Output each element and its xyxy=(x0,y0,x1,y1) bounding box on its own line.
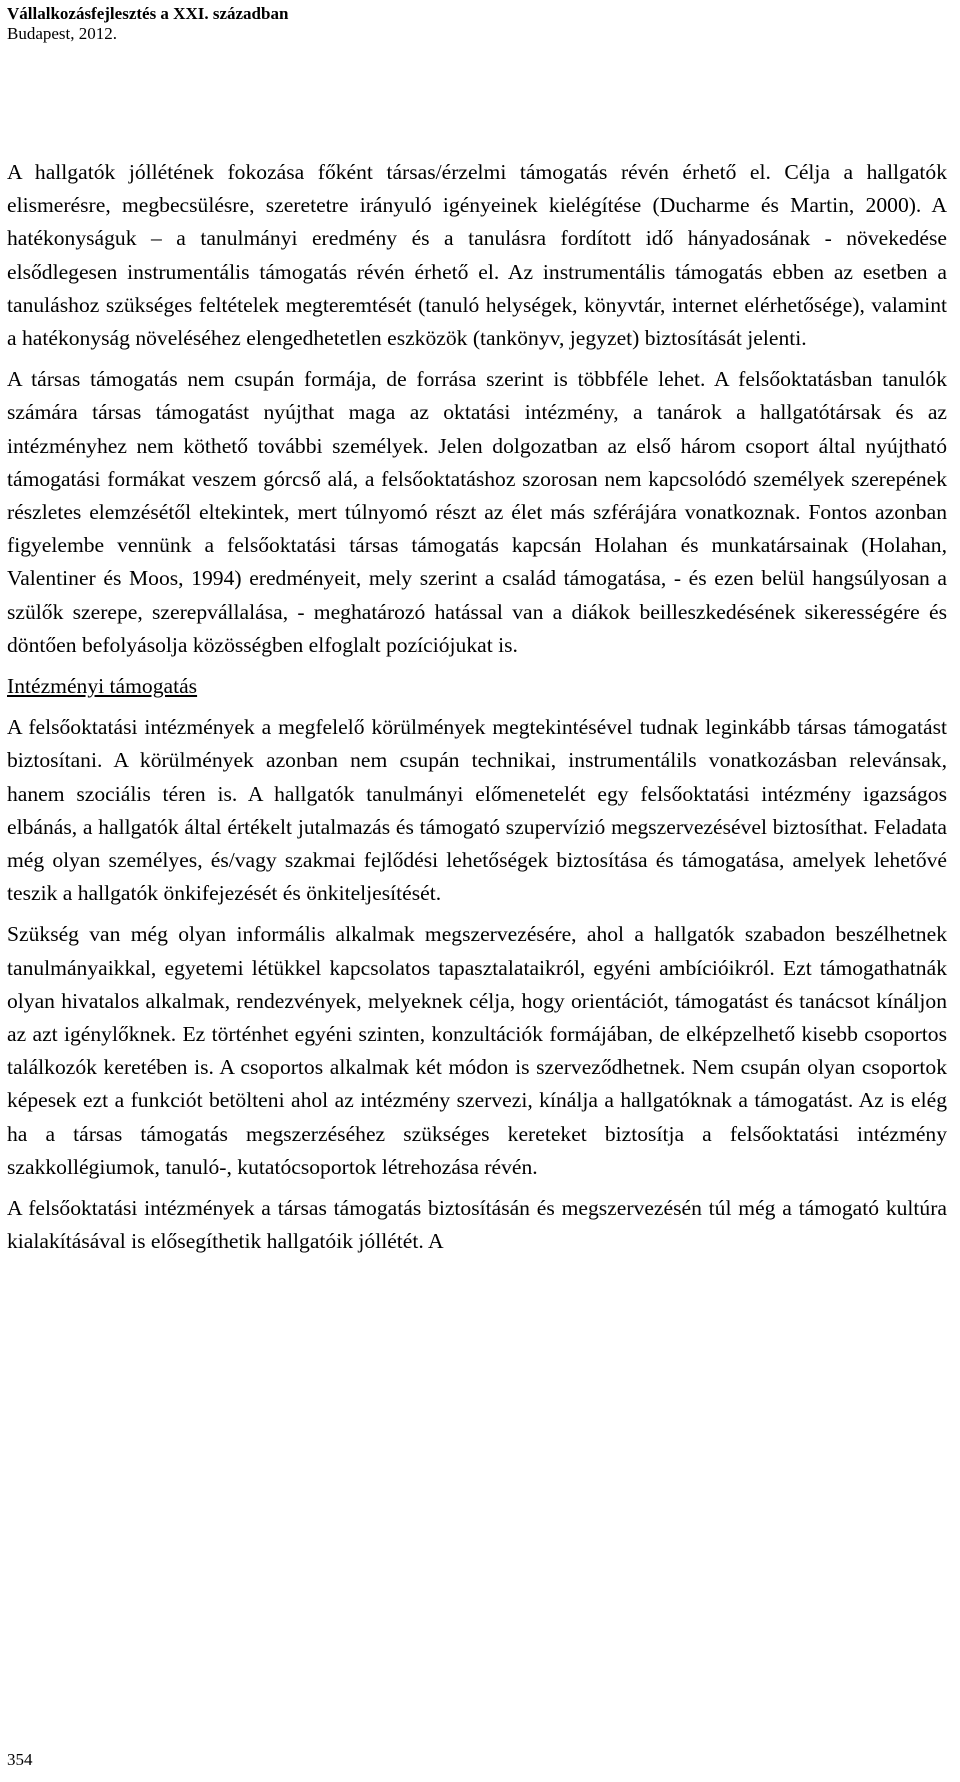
section-paragraph-3: A felsőoktatási intézmények a társas támogatás biztosításán és megszervezésén túl még a támogató kultúra kialakításával is elősegíthetik hallgatóik jóllétét. A xyxy=(7,1196,947,1254)
paragraph-2: A társas támogatás nem csupán formája, de forrása szerint is többféle lehet. A felsőoktatásban tanulók számára társas támogatást nyújthat maga az oktatási intézmény, a tanárok a hallgatótársak és az intézményhez nem köthető további személyek. Jelen dolgozatban az első három csoport által nyújtható támogatási formákat veszem górcső alá, a felsőoktatáshoz szorosan nem kapcsolódó személyek szerepének részletes elemzésétől eltekintek, mert túlnyomó részt az élet más szférájára vonatkoznak. Fontos azonban figyelembe vennünk a felsőoktatási társas támogatás kapcsán Holahan és munkatársainak (Holahan, Valentiner és Moos, 1994) eredményeit, mely szerint a család támogatása, - és ezen belül hangsúlyosan a szülők szerepe, szerepvállalása, - meghatározó hatással van a diákok beilleszkedésének sikerességére és döntően befolyásolja közösségben elfoglalt pozíciójukat is. xyxy=(7,367,947,657)
journal-title: Vállalkozásfejlesztés a XXI. században xyxy=(7,4,289,23)
section-heading: Intézményi támogatás xyxy=(7,674,198,699)
page-number: 354 xyxy=(7,1750,33,1769)
document-body xyxy=(7,156,947,1259)
paragraph-1: A hallgatók jóllétének fokozása főként társas/érzelmi támogatás révén érhető el. Célja a hallgatók elismerésre, megbecsülésre, szeretetre irányuló igényeinek kielégítése (Ducharme és Martin, 2000). A hatékonyságuk – a tanulmányi eredmény és a tanulásra fordított idő hányadosának - növekedése elsődlegesen instrumentális támogatás révén érhető el. Az instrumentális támogatás ebben az esetben a tanuláshoz szükséges feltételek megteremtését (tanuló helységek, könyvtár, internet elérhetősége), valamint a hatékonyság növeléséhez elengedhetetlen eszközök (tankönyv, jegyzet) biztosítását jelenti. xyxy=(7,160,947,351)
running-header xyxy=(7,4,288,44)
section-paragraph-2: Szükség van még olyan informális alkalmak megszervezésére, ahol a hallgatók szabadon beszélhetnek tanulmányaikkal, egyetemi létükkel kapcsolatos tapasztalataikról, egyéni ambícióikról. Ezt támogathatnák olyan hivatalos alkalmak, rendezvények, melyeknek célja, hogy orientációt, támogatást és tanácsot kínáljon az azt igénylőknek. Ez történhet egyéni szinten, konzultációk formájában, de elképzelhető kisebb csoportos találkozók keretében is. A csoportos alkalmak két módon is szerveződhetnek. Nem csupán olyan csoportok képesek ezt a funkciót betölteni ahol az intézmény szervezi, kínálja a hallgatóknak a támogatást. Az is elég ha a társas támogatás megszerzéséhez szükséges kereteket biztosítja a felsőoktatási intézmény szakkollégiumok, tanuló-, kutatócsoportok létrehozása révén. xyxy=(7,922,947,1179)
publication-place-date: Budapest, 2012. xyxy=(7,24,118,43)
section-paragraph-1: A felsőoktatási intézmények a megfelelő körülmények megtekintésével tudnak leginkább társas támogatást biztosítani. A körülmények azonban nem csupán technikai, instrumentálils vonatkozásban relevánsak, hanem szociális téren is. A hallgatók tanulmányi előmenetelét egy felsőoktatási intézmény igazságos elbánás, a hallgatók által értékelt jutalmazás és támogató szupervízió megszervezésével biztosíthat. Feladata még olyan személyes, és/vagy szakmai fejlődési lehetőségek biztosítása és támogatása, amelyek lehetővé teszik a hallgatók önkifejezését és önkiteljesítését. xyxy=(7,715,947,906)
